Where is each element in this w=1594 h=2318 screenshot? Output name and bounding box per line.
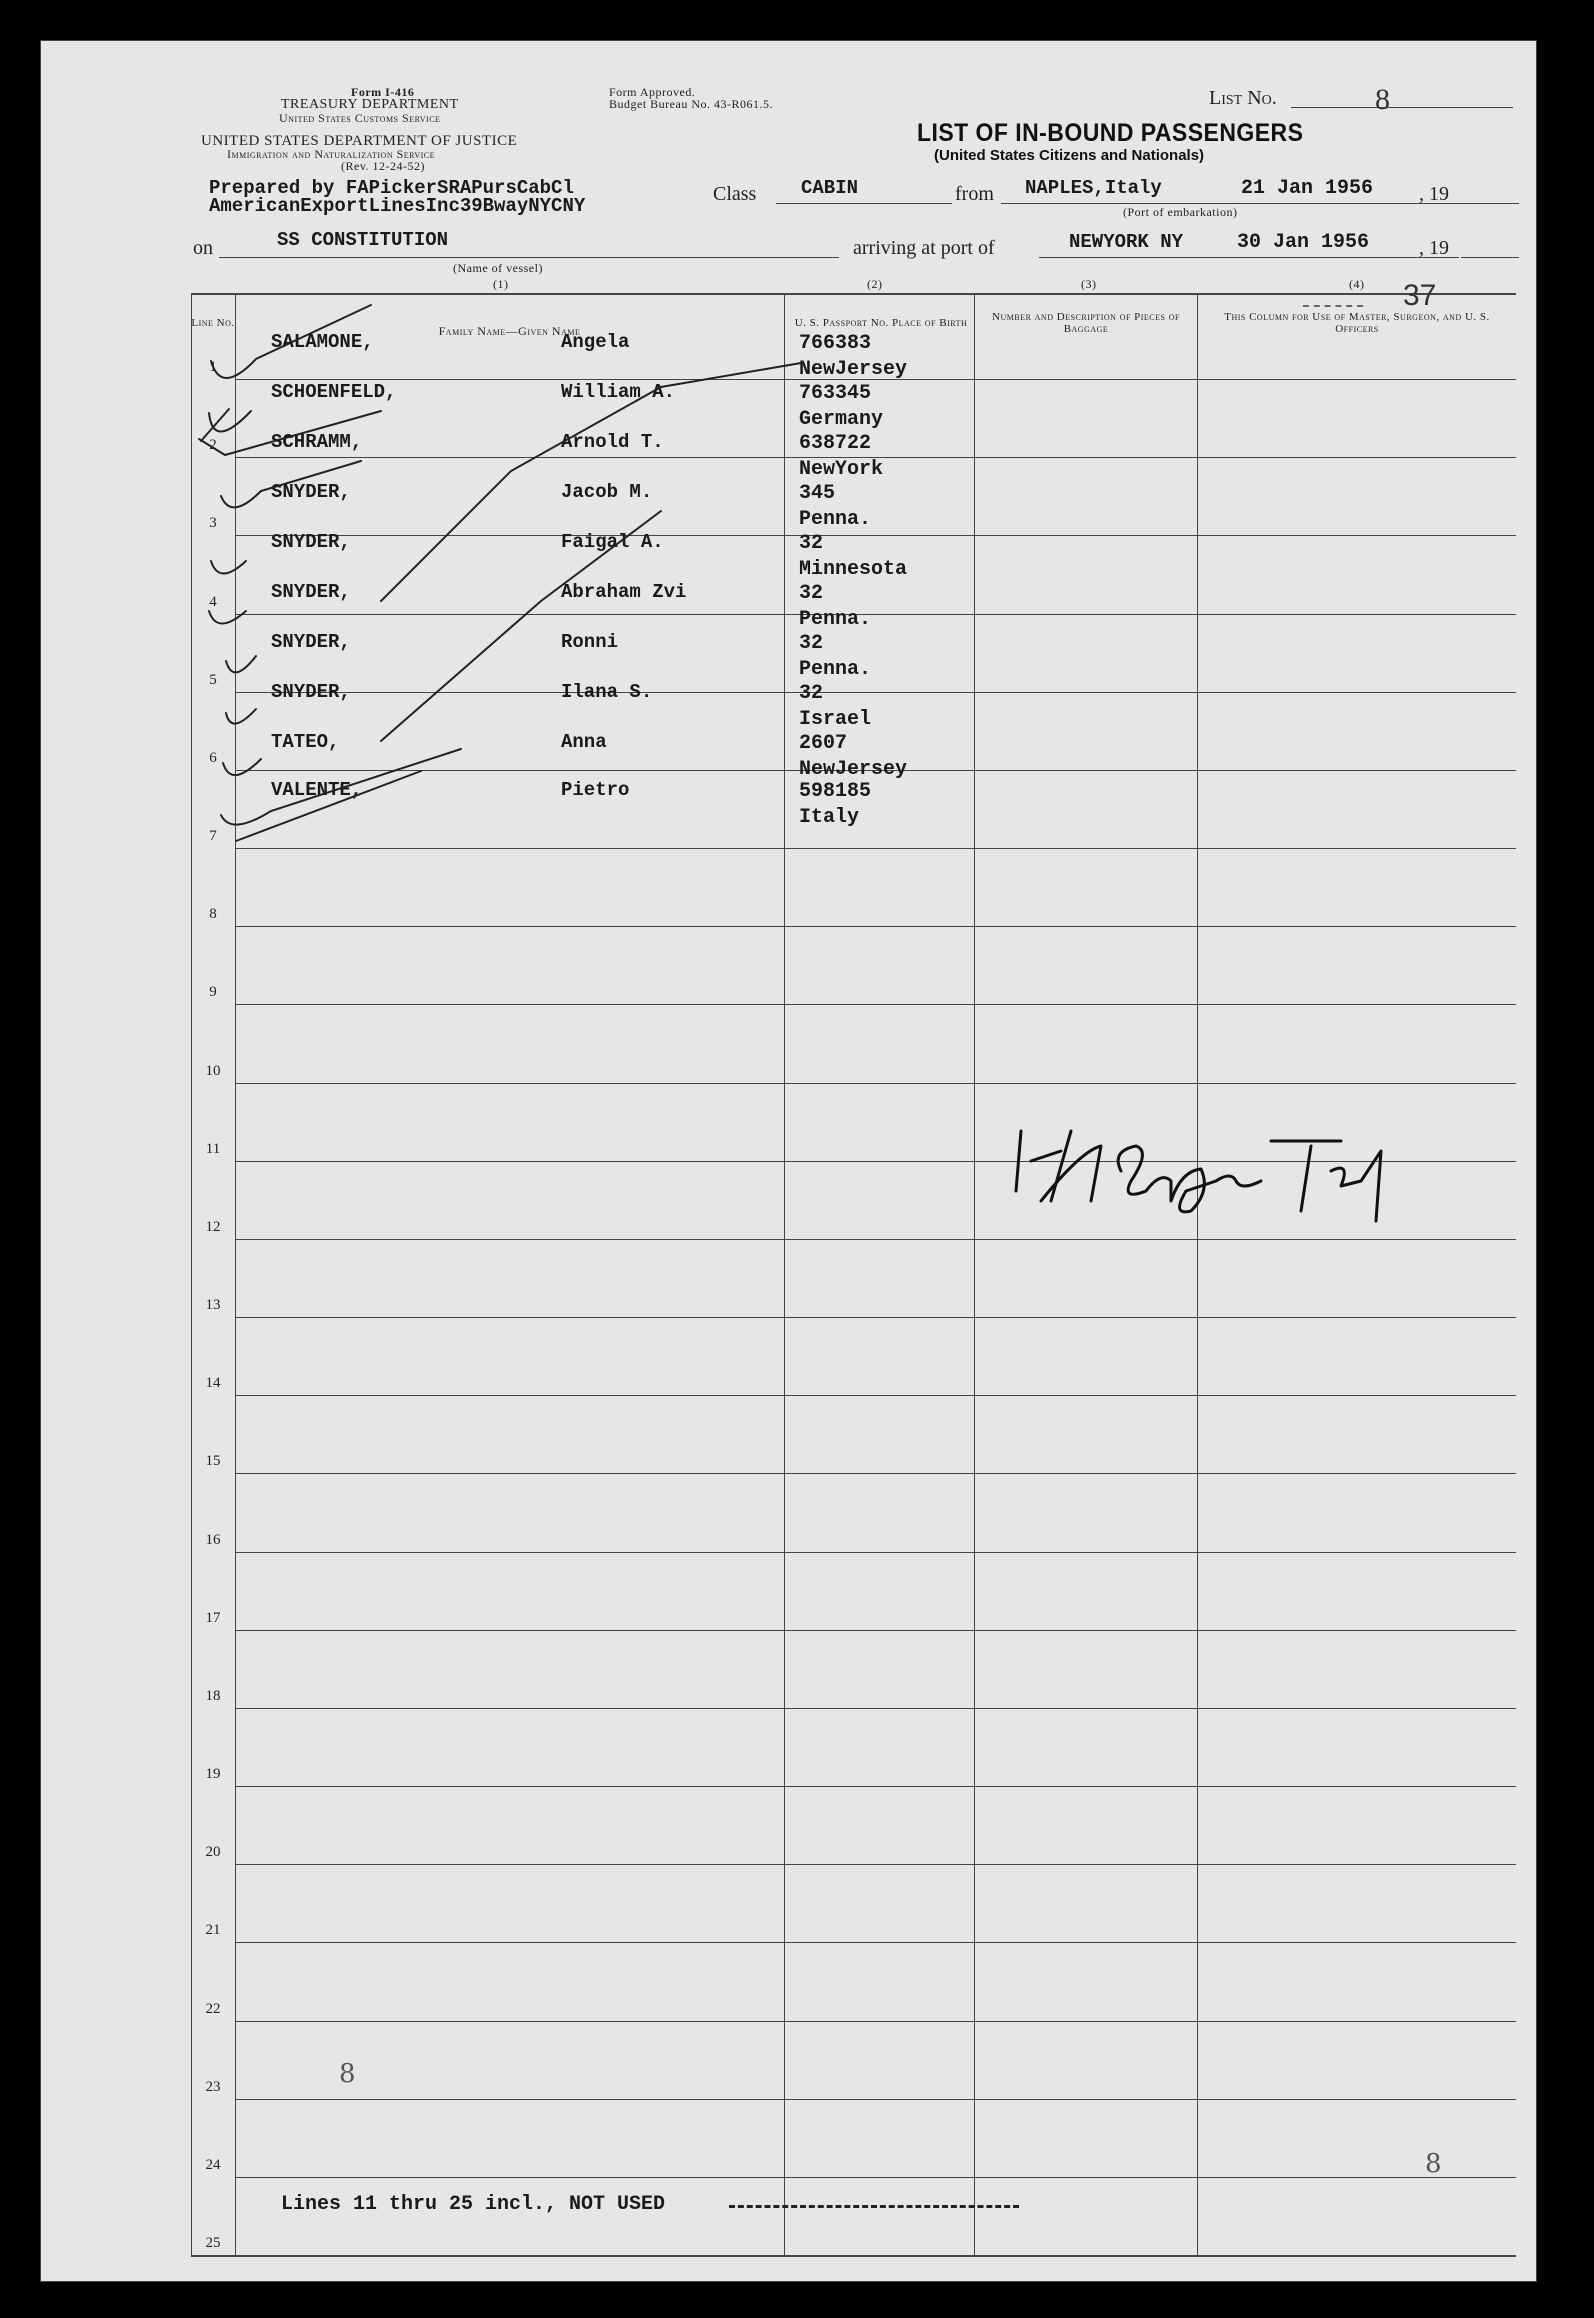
line-number: 2 bbox=[209, 437, 217, 454]
given-name: Ronni bbox=[561, 631, 619, 653]
col-header-officers: This Column for Use of Master, Surgeon, and U. S. Officers bbox=[1224, 311, 1490, 335]
line-number: 15 bbox=[205, 1453, 221, 1470]
line-number: 12 bbox=[205, 1218, 221, 1235]
form-title: LIST OF IN-BOUND PASSENGERS bbox=[917, 119, 1304, 147]
port-of-embarkation-caption: (Port of embarkation) bbox=[1123, 205, 1238, 219]
year-suffix-2: , 19 bbox=[1419, 237, 1449, 259]
line-number: 11 bbox=[205, 1140, 221, 1157]
on-label: on bbox=[193, 237, 213, 259]
check-mark bbox=[226, 656, 256, 672]
given-name: Abraham Zvi bbox=[561, 581, 687, 603]
signature-text bbox=[1031, 1127, 1040, 1128]
check-mark bbox=[221, 461, 361, 507]
family-name: SCHOENFELD, bbox=[271, 381, 397, 403]
arrival-date: 30 Jan 1956 bbox=[1237, 231, 1370, 254]
line-23-note: 8 bbox=[339, 2059, 356, 2089]
list-number: 8 bbox=[1375, 83, 1390, 116]
immigration-service: Immigration and Naturalization Service bbox=[227, 147, 436, 161]
check-mark bbox=[221, 749, 461, 825]
passport-number: 32 bbox=[799, 682, 824, 705]
list-no-label: List No. bbox=[1209, 87, 1277, 109]
col-header-baggage: Number and Description of Pieces of Baggage bbox=[992, 311, 1180, 335]
passport-number: 763345 bbox=[799, 382, 872, 405]
class-value: CABIN bbox=[801, 177, 859, 199]
form-number: Form I-416 bbox=[351, 85, 415, 99]
passport-number: 598185 bbox=[799, 780, 872, 803]
department-of-justice: UNITED STATES DEPARTMENT OF JUSTICE bbox=[201, 133, 518, 149]
passport-number: 638722 bbox=[799, 432, 872, 455]
check-mark bbox=[209, 611, 246, 624]
line-number: 24 bbox=[205, 2156, 221, 2173]
place-of-birth: Penna. bbox=[799, 508, 872, 531]
given-name: Pietro bbox=[561, 779, 630, 801]
given-name: Anna bbox=[561, 731, 607, 753]
place-of-birth: Minnesota bbox=[799, 558, 908, 581]
col-header-passport: U. S. Passport No. Place of Birth bbox=[794, 317, 968, 329]
line-number: 20 bbox=[205, 1844, 221, 1861]
line-number: 3 bbox=[209, 515, 217, 532]
class-label: Class bbox=[713, 183, 757, 205]
not-used-note: Lines 11 thru 25 incl., NOT USED bbox=[281, 2193, 666, 2216]
embarkation-date: 21 Jan 1956 bbox=[1241, 177, 1374, 200]
passport-number: 345 bbox=[799, 482, 836, 505]
given-name: Jacob M. bbox=[561, 481, 653, 503]
passport-number: 32 bbox=[799, 582, 824, 605]
form-approved: Form Approved. bbox=[609, 85, 696, 99]
arrival-port: NEWYORK NY bbox=[1069, 231, 1184, 253]
line-24-note: 8 bbox=[1425, 2149, 1442, 2179]
given-name: Ilana S. bbox=[561, 681, 653, 703]
inspector-signature bbox=[1016, 1131, 1381, 1221]
place-of-birth: Penna. bbox=[799, 658, 872, 681]
passport-number: 2607 bbox=[799, 732, 848, 755]
given-name: Faigal A. bbox=[561, 531, 664, 553]
customs-service: United States Customs Service bbox=[279, 111, 441, 125]
line-number: 8 bbox=[209, 906, 217, 923]
line-number: 23 bbox=[205, 2078, 221, 2095]
arriving-label: arriving at port of bbox=[853, 237, 995, 259]
family-name: TATEO, bbox=[271, 731, 340, 753]
place-of-birth: Penna. bbox=[799, 608, 872, 631]
line-number: 17 bbox=[205, 1609, 221, 1626]
place-of-birth: NewYork bbox=[799, 458, 884, 481]
given-name: Angela bbox=[561, 331, 630, 353]
check-mark bbox=[223, 759, 261, 775]
family-name: SNYDER, bbox=[271, 681, 351, 703]
given-name: Arnold T. bbox=[561, 431, 664, 453]
place-of-birth: NewJersey bbox=[799, 758, 908, 781]
column-number-3: (3) bbox=[1081, 277, 1097, 291]
family-name: SNYDER, bbox=[271, 531, 351, 553]
from-label: from bbox=[955, 183, 994, 205]
place-of-birth: Italy bbox=[799, 806, 860, 829]
treasury-department: TREASURY DEPARTMENT bbox=[281, 97, 459, 112]
family-name: SNYDER, bbox=[271, 581, 351, 603]
line-number: 22 bbox=[205, 2000, 221, 2017]
place-of-birth: Germany bbox=[799, 408, 884, 431]
line-number: 21 bbox=[205, 1922, 221, 1939]
officer-note: 37 bbox=[1403, 279, 1437, 312]
revision-date: (Rev. 12-24-52) bbox=[341, 159, 426, 173]
family-name: SNYDER, bbox=[271, 631, 351, 653]
year-suffix-1: , 19 bbox=[1419, 183, 1449, 205]
check-mark bbox=[211, 305, 371, 378]
col-header-line-no: Line No. bbox=[191, 317, 235, 329]
line-number: 9 bbox=[209, 984, 217, 1001]
check-mark bbox=[209, 411, 251, 432]
line-number: 6 bbox=[209, 749, 217, 766]
family-name: SNYDER, bbox=[271, 481, 351, 503]
place-of-birth: NewJersey bbox=[799, 358, 908, 381]
vessel-name: SS CONSTITUTION bbox=[277, 229, 449, 251]
line-number: 25 bbox=[205, 2235, 221, 2251]
line-number: 10 bbox=[205, 1062, 221, 1079]
family-name: SCHRAMM, bbox=[271, 431, 363, 453]
strike-line bbox=[381, 511, 661, 741]
passenger-list-form bbox=[40, 40, 1537, 2282]
given-name: William A. bbox=[561, 381, 676, 403]
line-number: 16 bbox=[205, 1531, 221, 1548]
embarkation-port: NAPLES,Italy bbox=[1025, 177, 1162, 199]
prepared-by-company: AmericanExportLinesInc39BwayNYCNY bbox=[209, 195, 586, 217]
check-mark bbox=[211, 561, 246, 574]
form-subtitle: (United States Citizens and Nationals) bbox=[934, 147, 1205, 164]
column-number-1: (1) bbox=[493, 277, 509, 291]
passport-number: 32 bbox=[799, 532, 824, 555]
check-mark bbox=[199, 409, 381, 455]
vessel-caption: (Name of vessel) bbox=[453, 261, 543, 275]
family-name: VALENTE, bbox=[271, 779, 363, 801]
strike-line bbox=[381, 363, 801, 601]
column-number-4: (4) bbox=[1349, 277, 1365, 291]
budget-bureau: Budget Bureau No. 43-R061.5. bbox=[609, 97, 773, 111]
col-header-name: Family Name—Given Name bbox=[438, 324, 581, 338]
line-number: 18 bbox=[205, 1687, 221, 1704]
handwritten-marks bbox=[41, 41, 1536, 2281]
column-number-2: (2) bbox=[867, 277, 883, 291]
passport-number: 766383 bbox=[799, 332, 872, 355]
line-number: 4 bbox=[209, 593, 217, 610]
line-number: 1 bbox=[209, 359, 217, 375]
check-mark bbox=[236, 771, 421, 841]
line-number: 13 bbox=[205, 1297, 221, 1313]
line-number: 19 bbox=[205, 1766, 221, 1782]
place-of-birth: Israel bbox=[799, 708, 872, 731]
prepared-by: Prepared by FAPickerSRAPursCabCl bbox=[209, 177, 574, 199]
line-number: 14 bbox=[205, 1375, 221, 1392]
line-number: 7 bbox=[209, 828, 217, 844]
line-number: 5 bbox=[209, 671, 217, 688]
family-name: SALAMONE, bbox=[271, 331, 374, 353]
passport-number: 32 bbox=[799, 632, 824, 655]
check-mark bbox=[226, 709, 256, 724]
